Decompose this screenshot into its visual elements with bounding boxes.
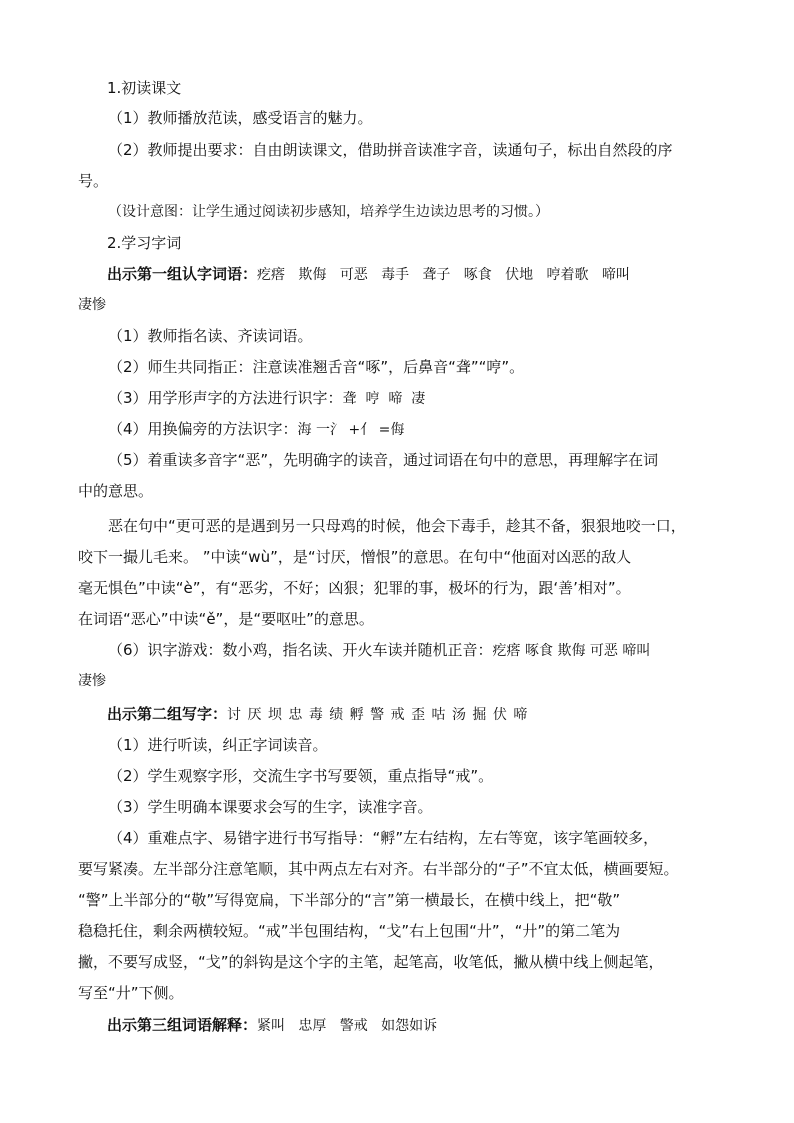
g1-item-3-chars: 聋 哼 啼 凄 [342,391,426,407]
g2-item-4-line-5: 撇，不要写成竖，“戈”的斜钩是这个字的主笔，起笔高，收笔低，撇从横中线上侧起笔， [78,953,664,971]
g1-item-3 [108,388,425,409]
g1-item-4-text: （4）用换偏旁的方法识字： [108,420,298,438]
s1-item-1: （1）教师播放范读，感受语言的魅力。 [108,109,373,127]
g1-item-5-line-1: （5）着重读多音字“恶”，先明确字的读音，通过词语在句中的意思，再理解字在词 [108,451,659,469]
g1-item-6 [108,640,650,661]
g1-item-6-words: 疙瘩 啄食 欺侮 可恶 啼叫 [492,643,651,659]
g1-item-6-line-2: 凄惨 [78,673,106,689]
g1-para-line-2: 咬下一撮儿毛来。 ”中读“wù”，是“讨厌，憎恨”的意思。在句中“他面对凶恶的敌人 [78,548,632,566]
g2-item-4-line-6: 写至“廾”下侧。 [78,984,184,1002]
group-1-words: 疙瘩 欺侮 可恶 毒手 聋子 啄食 伏地 哼着歌 啼叫 [257,267,630,283]
group-3-label: 出示第三组词语解释： [107,1016,258,1034]
g1-item-3-text: （3）用学形声字的方法进行识字： [108,389,343,407]
g1-item-4 [108,419,404,440]
g2-item-4-line-2: 要写紧凑。左半部分注意笔顺，其中两点左右对齐。右半部分的“子”不宜太低，横画要短。 [78,860,679,878]
g1-item-4-chars: 海 一氵 +亻 =侮 [297,422,405,438]
g2-item-2: （2）学生观察字形，交流生字书写要领，重点指导“戒”。 [108,767,494,785]
group-1-words-line-2: 凄惨 [78,297,106,313]
group-1-label: 出示第一组认字词语： [107,265,258,283]
g2-item-4-line-3: “警”上半部分的“敬”写得宽扁，下半部分的“言”第一横最长，在横中线上，把“敬” [78,891,621,909]
group-1-row [107,264,630,285]
g2-item-3: （3）学生明确本课要求会写的生字，读准字音。 [108,798,433,816]
g1-item-2: （2）师生共同指正：注意读准翘舌音“啄”，后鼻音“聋”“哼”。 [108,358,525,376]
g1-para-line-1: 恶在句中“更可恶的是遇到另一只母鸡的时候，他会下毒手，趁其不备，狠狠地咬一口， [108,517,686,535]
group-2-row [107,704,528,725]
section-1-heading: 1.初读课文 [107,79,182,97]
g1-item-6-text: （6）识字游戏：数小鸡，指名读、开火车读并随机正音： [108,641,493,659]
s1-item-2-line-1: （2）教师提出要求：自由朗读课文，借助拼音读准字音，读通句子，标出自然段的序 [108,141,673,159]
group-2-chars: 讨 厌 坝 忠 毒 绩 孵 警 戒 歪 咕 汤 掘 伏 啼 [227,707,529,723]
g2-item-4-line-1: （4）重难点字、易错字进行书写指导：“孵”左右结构，左右等宽，该字笔画较多， [108,829,659,847]
g2-item-4-line-4: 稳稳托住，剩余两横较短。“戒”半包围结构，“戈”右上包围“廾”，“廾”的第二笔为 [78,922,621,940]
design-intent: （设计意图：让学生通过阅读初步感知，培养学生边读边思考的习惯。） [108,204,549,220]
group-3-row [107,1015,437,1036]
group-3-words: 紧叫 忠厚 警戒 如怨如诉 [257,1018,438,1034]
s1-item-2-line-2: 号。 [78,172,109,190]
group-2-label: 出示第二组写字： [107,705,228,723]
g1-para-line-4: 在词语“恶心”中读“ě”，是“要呕吐”的意思。 [78,610,374,628]
g1-item-5-line-2: 中的意思。 [78,482,154,500]
g1-item-1: （1）教师指名读、齐读词语。 [108,327,313,345]
g1-para-line-3: 毫无惧色”中读“è”，有“恶劣，不好；凶狠；犯罪的事，极坏的行为，跟‘善’相对”。 [78,579,631,597]
g2-item-1: （1）进行听读，纠正字词读音。 [108,736,328,754]
section-2-heading: 2.学习字词 [107,234,182,252]
